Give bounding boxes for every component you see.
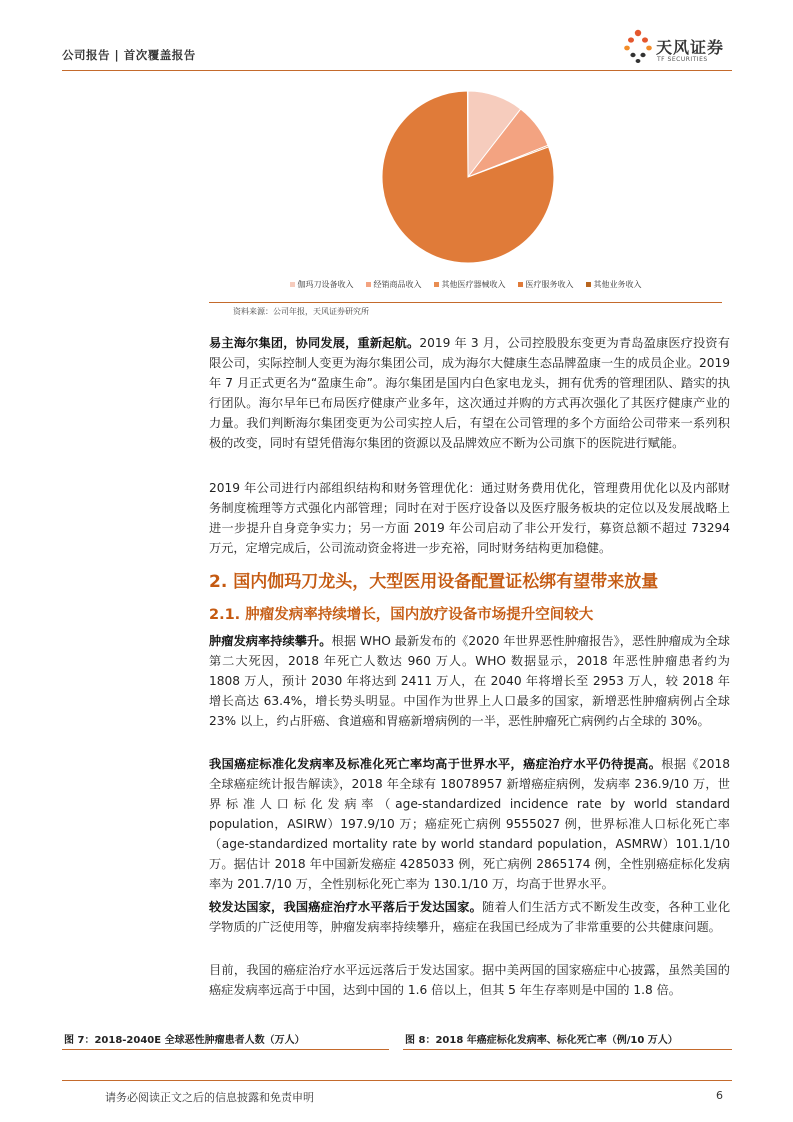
logo-mark-icon <box>622 28 654 64</box>
page-number: 6 <box>716 1089 723 1102</box>
legend-label: 伽玛刀设备收入 <box>297 280 354 289</box>
paragraph-haier <box>209 333 730 453</box>
header-divider <box>62 70 732 71</box>
paragraph-cancer-rates <box>209 754 730 894</box>
subsection-heading: 2.1. 肿瘤发病率持续增长，国内放疗设备市场提升空间较大 <box>209 607 594 623</box>
figure-source: 资料来源：公司年报，天风证券研究所 <box>233 307 369 316</box>
footer-divider <box>62 1080 732 1081</box>
paragraph-text: 目前，我国的癌症治疗水平远远落后于发达国家。据中美两国的国家癌症中心披露，虽然美国的癌症发病率远高于中国，达到中国的 1.6 倍以上，但其 5 年生存率则是中国的 1.8 倍。 <box>209 963 730 997</box>
figure7-caption-rule <box>62 1049 389 1050</box>
brand-logo <box>622 26 734 66</box>
section-heading: 2. 国内伽玛刀龙头，大型医用设备配置证松绑有望带来放量 <box>209 572 659 592</box>
pie-legend <box>209 279 722 290</box>
legend-swatch <box>586 282 591 287</box>
paragraph-2019-optimization <box>209 478 730 558</box>
footer-disclaimer: 请务必阅读正文之后的信息披露和免责申明 <box>105 1091 314 1104</box>
paragraph-text: 根据 WHO 最新发布的《2020 年世界恶性肿瘤报告》，恶性肿瘤成为全球第二大死因，2018 年死亡人数达 960 万人。WHO 数据显示，2018 年恶性肿瘤患者约为 1808 万人，预计 2030 年将达到 2411 万人，在 2040 年将增长至 2953 万人，较 2018 年增长高达 63.4%，增长势头明显。中国作为世界上人口最多的国家，新增恶性肿瘤病例占全球 23% 以上，约占肝癌、食道癌和胃癌新增病例的一半，恶性肿瘤死亡病例约占全球的 30%。 <box>209 634 730 728</box>
legend-label: 医疗服务收入 <box>525 280 574 289</box>
paragraph-text: 随着人们生活方式不断发生改变，各种工业化学物质的广泛使用等，肿瘤发病率持续攀升，癌症在我国已经成为了非常重要的公共健康问题。 <box>209 900 731 934</box>
legend-label: 其他医疗器械收入 <box>441 280 506 289</box>
legend-swatch <box>434 282 439 287</box>
paragraph-lead: 肿瘤发病率持续攀升。 <box>209 634 332 648</box>
figure7-caption: 图 7：2018-2040E 全球恶性肿瘤患者人数（万人） <box>64 1035 305 1046</box>
paragraph-tumor-incidence <box>209 631 730 731</box>
legend-swatch <box>518 282 523 287</box>
logo-subtitle: TF SECURITIES <box>657 56 708 63</box>
legend-item <box>586 279 642 290</box>
paragraph-lead: 我国癌症标准化发病率及标准化死亡率均高于世界水平，癌症治疗水平仍待提高。 <box>209 757 662 771</box>
paragraph-treatment-level <box>209 960 730 1000</box>
paragraph-text: 2019 年公司进行内部组织结构和财务管理优化：通过财务费用优化，管理费用优化以及内部财务制度梳理等方式强化内部管理；同时在对于医疗设备以及医疗服务板块的定位以及发展战略上进一步提升自身竞争实力；另一方面 2019 年公司启动了非公开发行，募资总额不超过 73294 万元，定增完成后，公司流动资金将进一步充裕，同时财务结构更加稳健。 <box>209 481 730 555</box>
legend-label: 其他业务收入 <box>593 280 642 289</box>
paragraph-lead: 易主海尔集团，协同发展，重新起航。 <box>209 336 420 350</box>
legend-item <box>518 279 574 290</box>
pie-chart <box>209 80 722 275</box>
legend-swatch <box>366 282 371 287</box>
paragraph-lead: 较发达国家，我国癌症治疗水平落后于发达国家。 <box>209 900 483 914</box>
figure8-caption: 图 8：2018 年癌症标化发病率、标化死亡率（例/10 万人） <box>405 1035 678 1046</box>
logo-name: 天风证券 <box>656 38 725 57</box>
legend-item <box>366 279 422 290</box>
figure-divider <box>209 302 722 303</box>
legend-item <box>434 279 506 290</box>
legend-item <box>290 279 354 290</box>
paragraph-text: 2019 年 3 月，公司控股股东变更为青岛盈康医疗投资有限公司，实际控制人变更为海尔集团公司，成为海尔大健康生态品牌盈康一生的成员企业。2019 年 7 月正式更名为“盈康生命”。海尔集团是国内白色家电龙头，拥有优秀的管理团队、踏实的执行团队。海尔早年已布局医疗健康产业多年，这次通过并购的方式再次强化了其医疗健康产业的力量。我们判断海尔集团变更为公司实控人后，有望在公司管理的多个方面给公司带来一系列积极的改变，同时有望凭借海尔集团的资源以及品牌效应不断为公司旗下的医院进行赋能。 <box>209 336 730 450</box>
legend-label: 经销商品收入 <box>373 280 422 289</box>
paragraph-text: 根据《2018 全球癌症统计报告解读》，2018 年全球有 18078957 新增癌症病例，发病率 236.9/10 万，世界标准人口标化发病率（age-standardized incidence rate by world standard population，ASIRW）197.9/10 万；癌症死亡病例 9555027 例，世界标准人口标化死亡率（age-standardized mortality rate by world standard population，ASMRW）101.1/10 万。据估计 2018 年中国新发癌症 4285033 例，死亡病例 2865174 例，全性别癌症标化发病率为 201.7/10 万，全性别标化死亡率为 130.1/10 万，均高于世界水平。 <box>209 757 730 891</box>
paragraph-developed-countries <box>209 897 730 937</box>
legend-swatch <box>290 282 295 287</box>
revenue-pie-figure <box>209 80 722 302</box>
figure8-caption-rule <box>403 1049 732 1050</box>
pie-slice <box>467 91 468 177</box>
report-type-label: 公司报告 | 首次覆盖报告 <box>62 48 196 62</box>
